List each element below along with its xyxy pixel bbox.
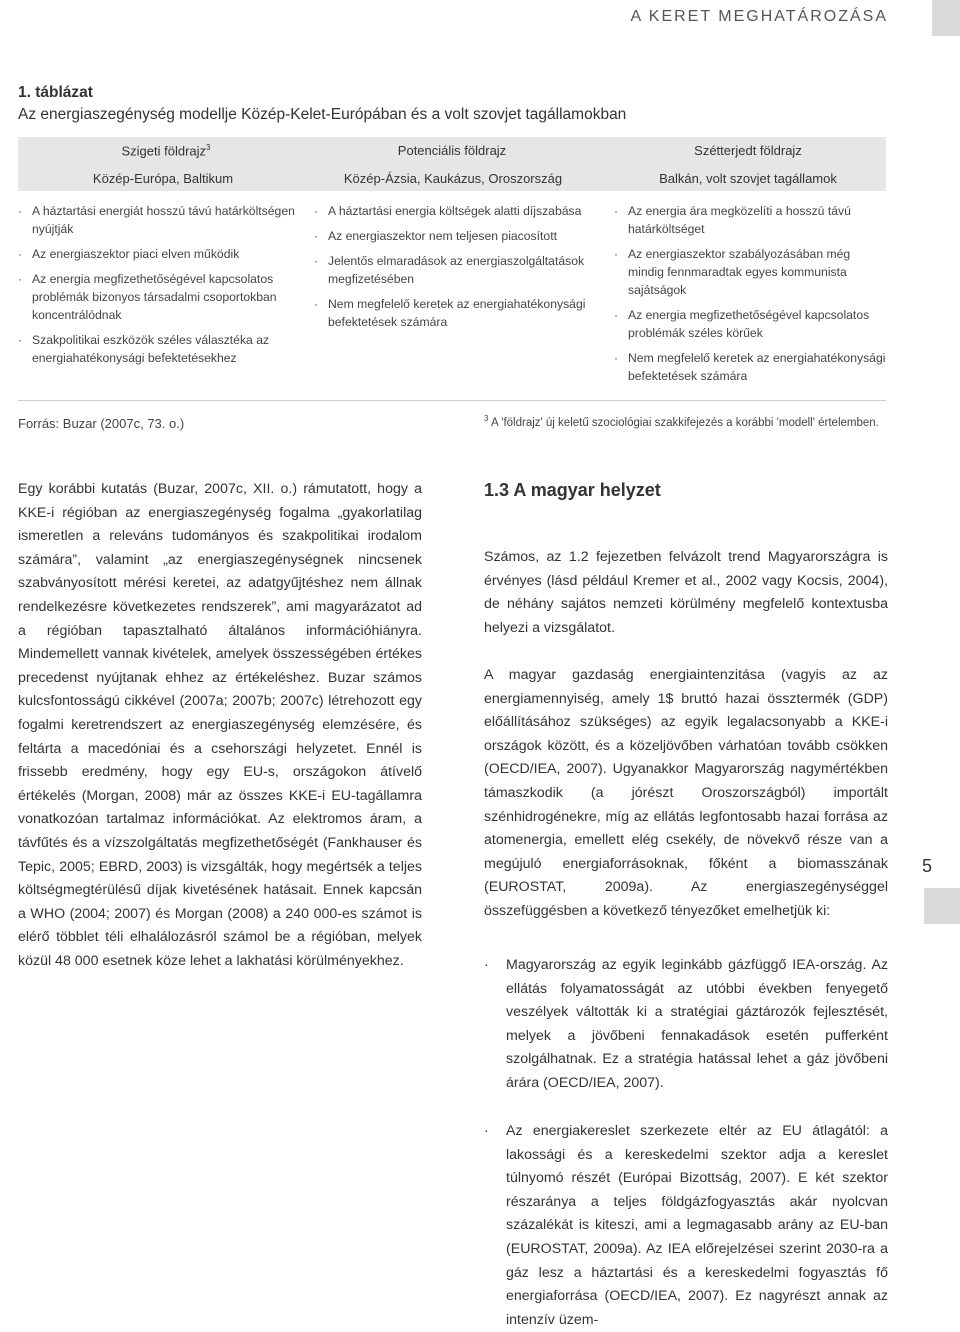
- table-header: [18, 137, 886, 191]
- list-item: · Nem megfelelő keretek az energiahatékonysági befektetések számára: [314, 295, 592, 331]
- table-column-2: [314, 202, 592, 338]
- header-tab-marker: [932, 0, 960, 36]
- table-column-1: [18, 202, 296, 374]
- list-item: · Az energia megfizethetőségével kapcsolatos problémák széles körűek: [614, 306, 888, 342]
- list-item: · Az energia ára megközelíti a hosszú távú határköltséget: [614, 202, 888, 238]
- list-item: · A háztartási energiát hosszú távú határköltségen nyújtják: [18, 202, 296, 238]
- table-caption-text: Az energiaszegénység modellje Közép-Kelet-Európában és a volt szovjet tagállamokban: [18, 106, 627, 123]
- column-type-2: Potenciális földrajz: [397, 143, 507, 158]
- bullet-text: Magyarország az egyik leginkább gázfüggő IEA-ország. Az ellátás folyamatosságát az utóbbi években fenyegető veszélyek váltották ki a stratégiai gáztározók fejlesztését, melyek a jövőbeni fennakadások esetén pufferként szolgálhatnak. Ez a stratégia hatással lehet a gáz jövőbeni árára (OECD/IEA, 2007).: [506, 957, 888, 1091]
- running-header: A KERET MEGHATÁROZÁSA: [630, 8, 888, 25]
- column-region-2: Közép-Ázsia, Kaukázus, Oroszország: [343, 171, 563, 186]
- column-type-3: Szétterjedt földrajz: [694, 143, 802, 158]
- table-source: Forrás: Buzar (2007c, 73. o.): [18, 416, 185, 431]
- section-paragraph-2: A magyar gazdaság energiaintenzitása (vagyis az az energiamennyiség, amely 1$ bruttó hazai össztermék (GDP) előállításához szükséges) az egyik legalacsonyabb a KKE-i országok között, és a közeljövőben várhatóan tovább csökken (OECD/IEA, 2007). Ugyanakkor Magyarország nagymértékben támaszkodik (a jórészt Oroszországból) importált szénhidrogénekre, míg az ellátás legfontosabb hazai forrása az atomenergia, emellett elég csekély, de növekvő része van a megújuló energiaforrásoknak, főként a biomasszának (EUROSTAT, 2009a). Az energiaszegénységgel összefüggésben a következő tényezőket emelhetjük ki:: [484, 667, 888, 919]
- list-item: · Az energiaszektor szabályozásában még mindig fennmaradtak egyes kommunista sajátságok: [614, 245, 888, 299]
- table-column-3: [614, 202, 888, 392]
- table-footnote: $^3$ A 'földrajz' új keletű szociológiai szakkifejezés a korábbi 'modell' értelemben.: [484, 414, 879, 429]
- list-item: · Az energiaszektor nem teljesen piacosított: [314, 227, 592, 245]
- bullet-marker: ·: [484, 957, 489, 973]
- bullet-text: Az energiakereslet szerkezete eltér az EU átlagától: a lakossági és a kereskedelmi szektor adja a kereslet túlnyomó részét (Európai Bizottság, 2007). E két szektor részaránya a teljes földgázfogyasztás akár nyolcvan százalékát is kiteszi, ami a legmagasabb arány az EU-ban (EUROSTAT, 2009a). Az IEA előrejelzései szerint 2030-ra a gáz lesz a háztartási és a kereskedelmi fogyasztás fő energiaforrása (OECD/IEA, 2007). Ez nagyrészt annak az intenzív üzem-: [506, 1123, 888, 1328]
- list-item: · Az energia megfizethetőségével kapcsolatos problémák bizonyos társadalmi csoportokban koncentrálódnak: [18, 270, 296, 324]
- page-number: 5: [922, 856, 933, 876]
- table-number: 1. táblázat: [18, 84, 93, 101]
- column-region-1: Közép-Európa, Baltikum: [92, 171, 234, 186]
- list-item: · Nem megfelelő keretek az energiahatékonysági befektetések számára: [614, 349, 888, 385]
- section-paragraph-1: Számos, az 1.2 fejezetben felvázolt trend Magyarországra is érvényes (lásd például Kremer et al., 2002 vagy Kocsis, 2004), de néhány sajátos nemzeti körülmény megfelelő kontextusba helyezi a vizsgálatot.: [484, 549, 888, 636]
- column-region-3: Balkán, volt szovjet tagállamok: [659, 171, 837, 186]
- list-item: · A háztartási energia költségek alatti díjszabása: [314, 202, 592, 220]
- list-item: · Az energiaszektor piaci elven működik: [18, 245, 296, 263]
- table-caption: [18, 82, 878, 126]
- page-tab-marker: [924, 888, 960, 924]
- section-heading: 1.3 A magyar helyzet: [484, 480, 661, 500]
- bullet-item: [484, 954, 888, 1096]
- list-item: · Szakpolitikai eszközök széles választéka az energiahatékonysági befektetésekhez: [18, 331, 296, 367]
- table-bottom-rule: [18, 400, 886, 401]
- list-item: · Jelentős elmaradások az energiaszolgáltatások megfizetésében: [314, 252, 592, 288]
- column-type-1: Szigeti földrajz$^3$: [121, 143, 211, 159]
- bullet-marker: ·: [484, 1123, 489, 1139]
- bullet-item: [484, 1120, 888, 1332]
- body-paragraph-left: Egy korábbi kutatás (Buzar, 2007c, XII. o.) rámutatott, hogy a KKE-i régióban az energiaszegénység fogalma „gyakorlatilag ismeretlen a releváns tudományos és szakpolitikai irodalom számára”, valamint „az energiaszegénységnek nincsenek szabványosított mérési keretei, az adatgyűjtéshez nem állnak rendelkezésre következetes rendszerek”, ami magyarázatot ad a régióban tapasztalható általános információhiányra. Mindemellett vannak kivételek, amelyek összességében értékes precedenst nyújtanak ehhez az értékeléshez. Buzar számos kulcsfontosságú cikkével (2007a; 2007b; 2007c) létrehozott egy fogalmi keretrendszert az energiaszegénység elemzésére, és feltárta a macedóniai és a csehországi helyzetet. Ennél is frissebb eredmény, hogy egy EU-s, országokon átívelő értékelés (Morgan, 2008) már az összes KKE-i EU-tagállamra vonatkozóan tartalmaz információkat. Az elektromos áram, a távfűtés és a vízszolgáltatás megfizethetőségét (Fankhauser és Tepic, 2005; EBRD, 2003) is vizsgálták, hogy megértsék a teljes költségmegtérülésű díjak kivetésének hatásait. Ennek kapcsán a WHO (2004; 2007) és Morgan (2008) a 240 000-es számot is elérő többlet téli elhalálozásról számol be a régióban, melyek közül 48 000 esetnek köze lehet a lakhatási körülményekhez.: [18, 481, 422, 969]
